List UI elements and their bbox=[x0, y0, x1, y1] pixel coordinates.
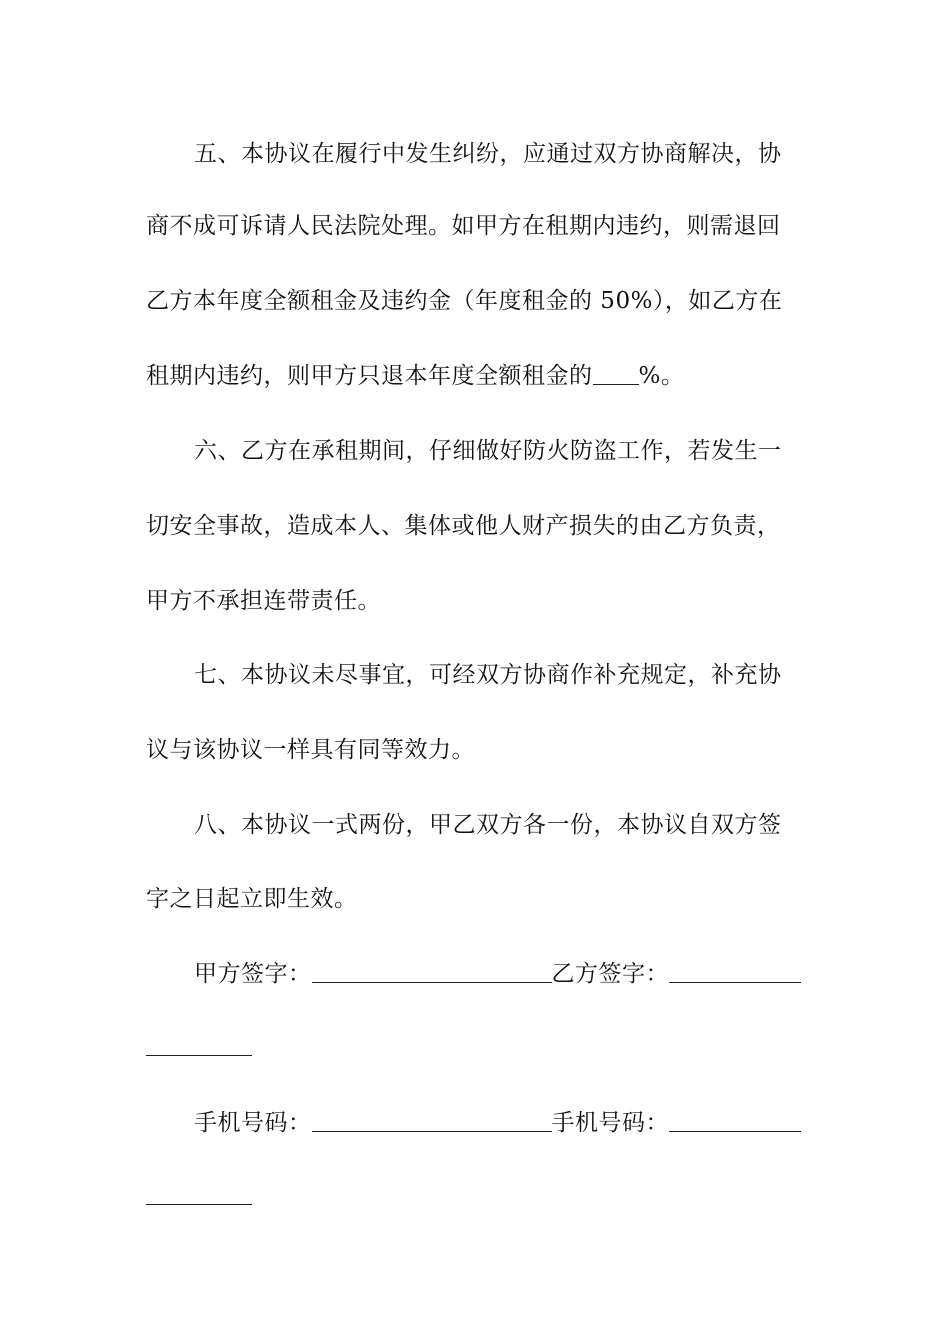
clause-five-line-4-text: 租期内违约，则甲方只退本年度全额租金的 bbox=[146, 363, 593, 389]
clause-five-line-4-suffix: %。 bbox=[638, 363, 685, 389]
clause-six-line-1: 六、乙方在承租期间，仔细做好防火防盗工作，若发生一 bbox=[194, 438, 782, 464]
clause-six-line-2: 切安全事故，造成本人、集体或他人财产损失的由乙方负责， bbox=[146, 513, 781, 539]
party-b-signature-label: 乙方签字： bbox=[551, 961, 669, 987]
party-b-phone-blank-continued bbox=[146, 1204, 252, 1205]
clause-five-line-3: 乙方本年度全额租金及违约金（年度租金的 50%），如乙方在 bbox=[146, 288, 783, 314]
party-b-signature-blank-continued bbox=[146, 1055, 252, 1056]
signature-line bbox=[194, 959, 808, 989]
party-a-signature-label: 甲方签字： bbox=[194, 961, 312, 987]
clause-five-line-2: 商不成可诉请人民法院处理。如甲方在租期内违约，则需退回 bbox=[146, 213, 781, 239]
clause-five-line-4 bbox=[146, 361, 808, 391]
clause-eight-line-2: 字之日起立即生效。 bbox=[146, 886, 358, 912]
clause-six-line-3: 甲方不承担连带责任。 bbox=[146, 588, 381, 614]
party-b-phone-label: 手机号码： bbox=[551, 1110, 669, 1136]
clause-seven-line-1: 七、本协议未尽事宜，可经双方协商作补充规定，补充协 bbox=[194, 662, 782, 688]
party-a-phone-label: 手机号码： bbox=[194, 1110, 312, 1136]
percent-blank bbox=[593, 362, 639, 385]
party-a-signature-blank bbox=[312, 960, 552, 983]
clause-five-line-1: 五、本协议在履行中发生纠纷，应通过双方协商解决，协 bbox=[194, 141, 782, 167]
party-b-phone-blank bbox=[669, 1109, 801, 1132]
clause-seven-line-2: 议与该协议一样具有同等效力。 bbox=[146, 737, 475, 763]
party-b-signature-blank bbox=[669, 960, 801, 983]
party-a-phone-blank bbox=[312, 1109, 552, 1132]
clause-eight-line-1: 八、本协议一式两份，甲乙双方各一份，本协议自双方签 bbox=[194, 812, 782, 838]
phone-line bbox=[194, 1108, 808, 1138]
